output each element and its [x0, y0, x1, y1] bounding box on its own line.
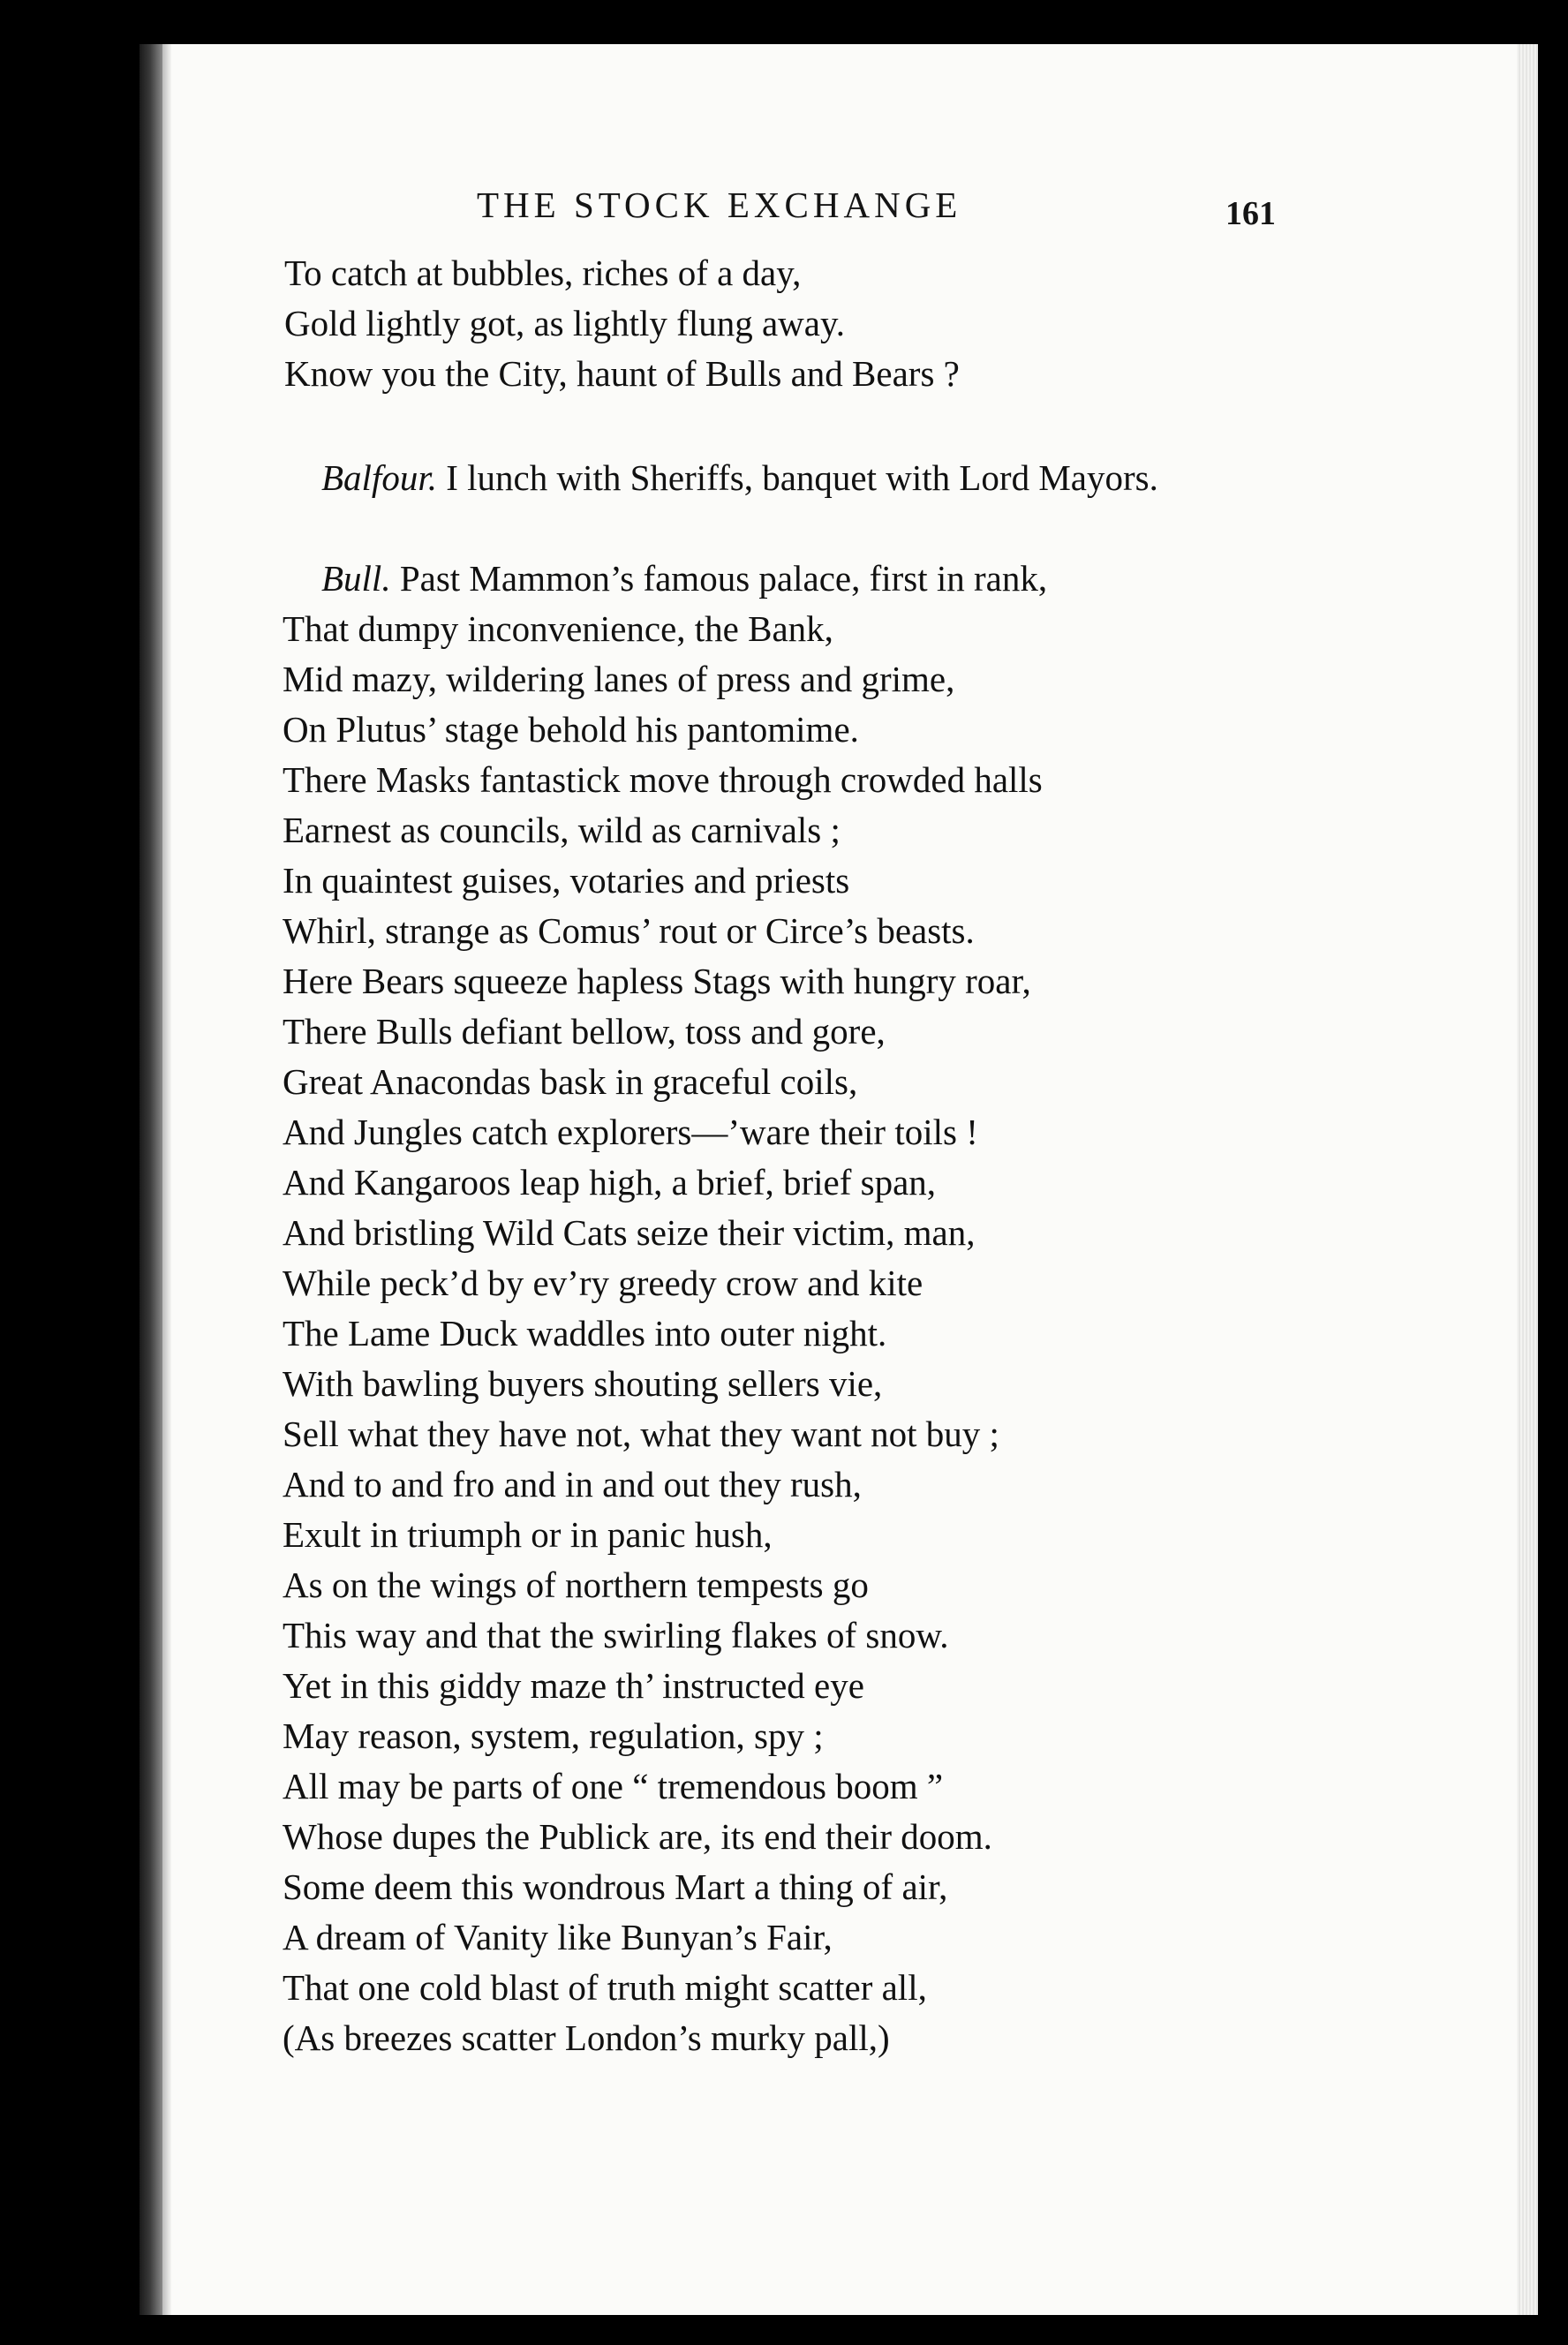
- speech-line: Bull. Past Mammon’s famous palace, first in rank,: [321, 558, 1048, 599]
- verse-line: This way and that the swirling flakes of snow.: [283, 1615, 949, 1655]
- page-number: 161: [1225, 195, 1276, 232]
- verse-line: To catch at bubbles, riches of a day,: [284, 253, 802, 293]
- verse-line: While peck’d by ev’ry greedy crow and kite: [283, 1263, 923, 1303]
- verse-line: There Bulls defiant bellow, toss and gore,: [283, 1011, 886, 1052]
- verse-line: In quaintest guises, votaries and priests: [283, 860, 850, 901]
- verse-line: And bristling Wild Cats seize their victim, man,: [283, 1212, 976, 1253]
- verse-line: On Plutus’ stage behold his pantomime.: [283, 709, 859, 750]
- verse-line: Earnest as councils, wild as carnivals ;: [283, 810, 841, 850]
- verse-line: Whirl, strange as Comus’ rout or Circe’s beasts.: [283, 910, 975, 951]
- verse-line: That dumpy inconvenience, the Bank,: [283, 608, 833, 649]
- speech-line: Balfour. I lunch with Sheriffs, banquet with Lord Mayors.: [321, 457, 1158, 498]
- verse-line: Yet in this giddy maze th’ instructed eye: [283, 1665, 864, 1706]
- verse-line: Great Anacondas bask in graceful coils,: [283, 1061, 858, 1102]
- speaker-name: Bull.: [321, 558, 391, 599]
- verse-line: Some deem this wondrous Mart a thing of air,: [283, 1866, 948, 1907]
- verse-line: Know you the City, haunt of Bulls and Bears ?: [284, 353, 960, 394]
- verse-line: All may be parts of one “ tremendous boom ”: [283, 1766, 944, 1806]
- verse-line: Sell what they have not, what they want not buy ;: [283, 1414, 999, 1454]
- verse-line: May reason, system, regulation, spy ;: [283, 1715, 824, 1756]
- verse-line: Here Bears squeeze hapless Stags with hungry roar,: [283, 961, 1031, 1001]
- verse-line: There Masks fantastick move through crowded halls: [283, 759, 1043, 800]
- verse-line: With bawling buyers shouting sellers vie,: [283, 1363, 883, 1404]
- verse-line: And Jungles catch explorers—’ware their toils !: [283, 1112, 978, 1152]
- running-title: THE STOCK EXCHANGE: [477, 185, 962, 225]
- verse-line: The Lame Duck waddles into outer night.: [283, 1313, 887, 1353]
- verse-line: Whose dupes the Publick are, its end their doom.: [283, 1816, 992, 1857]
- verse-line: As on the wings of northern tempests go: [283, 1565, 869, 1605]
- verse-line: And to and fro and in and out they rush,: [283, 1464, 862, 1504]
- verse-line: A dream of Vanity like Bunyan’s Fair,: [283, 1917, 833, 1957]
- verse-line: Gold lightly got, as lightly flung away.: [284, 303, 846, 343]
- speaker-name: Balfour.: [321, 457, 437, 498]
- verse-line: Exult in triumph or in panic hush,: [283, 1514, 773, 1555]
- verse-line: That one cold blast of truth might scatter all,: [283, 1967, 927, 2008]
- verse-line: Mid mazy, wildering lanes of press and grime,: [283, 659, 955, 699]
- verse-line: And Kangaroos leap high, a brief, brief span,: [283, 1162, 937, 1203]
- verse-line: (As breezes scatter London’s murky pall,): [283, 2017, 890, 2058]
